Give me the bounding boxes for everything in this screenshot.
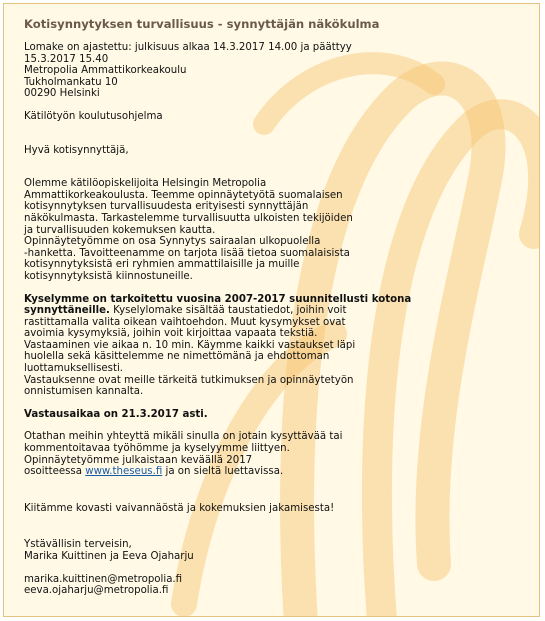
contact-paragraph xyxy=(24,431,521,477)
survey-intro-panel xyxy=(3,3,540,617)
page-title: Kotisynnytyksen turvallisuus - synnyttäjän näkökulma xyxy=(24,17,380,31)
deadline-text: Vastausaikaa on 21.3.2017 asti. xyxy=(24,408,208,420)
survey-target-text: Kyselymme on tarkoitettu vuosina 2007-2017 suunnitellusti kotona synnyttäneille. xyxy=(24,293,412,317)
signoff: Ystävällisin terveisin, Marika Kuittinen ja Eeva Ojaharju xyxy=(24,539,194,562)
contact-text: Otathan meihin yhteyttä mikäli sinulla on jotain kysyttävää tai kommentoitavaa työhömme ja kyselyymme liittyen. Opinnäytetyömme julkaistaan keväällä 2017 osoitteessa xyxy=(24,431,343,478)
thanks-text: Kiitämme kovasti vaivannäöstä ja kokemuksien jakamisesta! xyxy=(24,502,335,514)
greeting: Hyvä kotisynnyttäjä, xyxy=(24,144,129,156)
program-name: Kätilötyön koulutusohjelma xyxy=(24,110,163,122)
importance-paragraph: Vastauksenne ovat meille tärkeitä tutkimuksen ja opinnäytetyön onnistumisen kannalta. xyxy=(24,374,354,398)
intro-paragraph: Olemme kätilöopiskelijoita Helsingin Metropolia Ammattikorkeakoulusta. Teemme opinnäytetyötä suomalaisen kotisynnytyksen turvallisuudesta erityisesti synnyttäjän näkökulmasta. Tarkastelemme turvallisuutta ulkoisten tekijöiden ja turvallisuuden kokemuksen kautta. Opinnäytetyömme on osa Synnytys sairaalan ulkopuolella -hanketta. Tavoitteenamme on tarjota lisää tietoa suomalaisista kotisynnytyksistä eri ryhmien ammattilaisille ja muille kotisynnytyksistä kiinnostuneille. xyxy=(24,178,353,282)
theseus-link[interactable]: www.theseus.fi xyxy=(85,466,163,478)
address-block: Metropolia Ammattikorkeakoulu Tukholmankatu 10 00290 Helsinki xyxy=(24,65,187,100)
survey-paragraph xyxy=(24,294,521,375)
schedule-text: Lomake on ajastettu: julkisuus alkaa 14.3.2017 14.00 ja päättyy 15.3.2017 15.40 xyxy=(24,42,352,65)
email-addresses: marika.kuittinen@metropolia.fi eeva.ojaharju@metropolia.fi xyxy=(24,573,183,597)
survey-details-text: Kyselylomake sisältää taustatiedot, joihin voit rastittamalla valita oikean vaihtoehdon. Muut kysymykset ovat avoimia kysymyksiä, joihin voit kirjoittaa vapaata tekstiä. Vastaaminen vie aikaa n. 10 min. Käymme kaikki vastaukset läpi huolella sekä käsittelemme ne nimettömänä ja ehdottoman luottamuksellisesti. xyxy=(24,305,356,375)
contact-tail-text: ja on sieltä luettavissa. xyxy=(162,466,284,478)
